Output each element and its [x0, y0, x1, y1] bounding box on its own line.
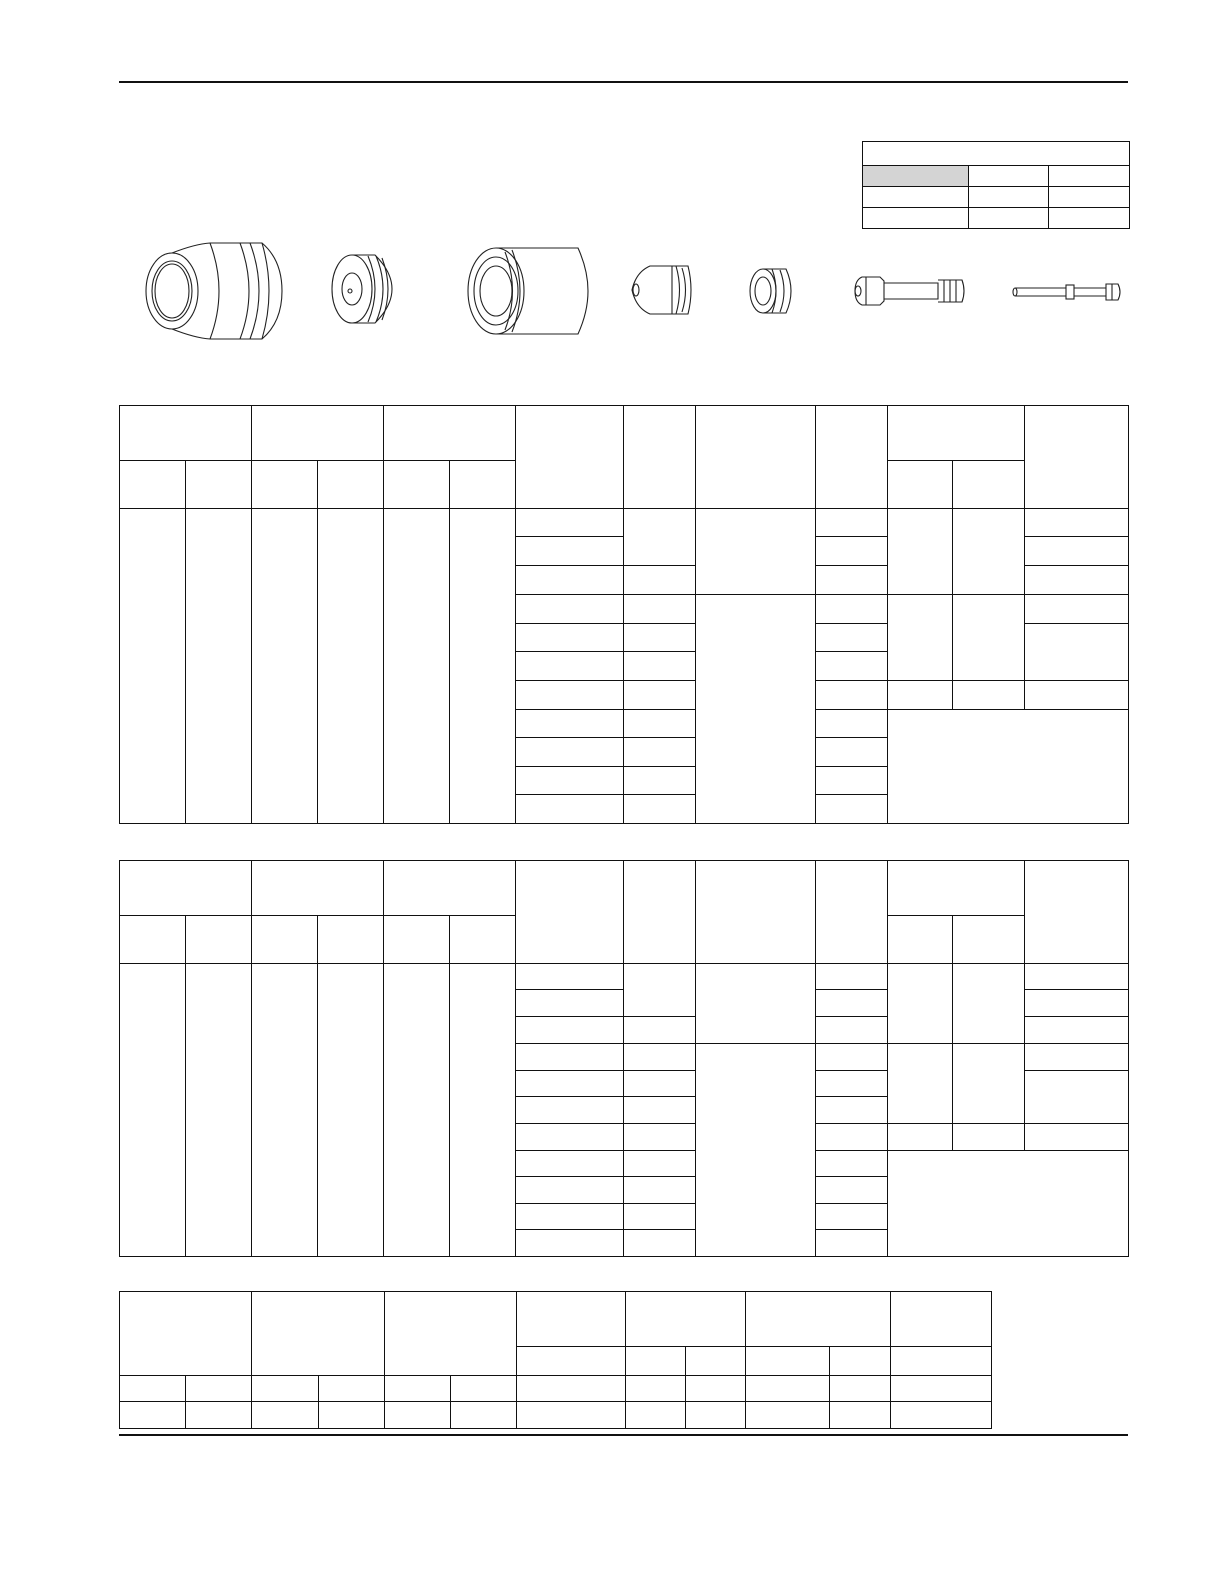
header-rule [119, 81, 1128, 83]
key-table-title [863, 142, 1130, 166]
electrode-drawing [855, 277, 964, 305]
consumable-parts-illustration [0, 230, 1224, 350]
cut-chart-table-2 [119, 860, 1129, 1257]
shield-drawing [146, 243, 282, 339]
key-table [862, 141, 1130, 229]
shield-cap-drawing [332, 255, 392, 323]
cut-chart-table-1 [119, 405, 1129, 824]
cut-chart-table-3 [119, 1291, 992, 1429]
retaining-cap-drawing [468, 248, 588, 334]
water-tube-drawing [1013, 284, 1120, 300]
footer-rule [119, 1434, 1128, 1436]
key-shaded-cell [863, 166, 969, 187]
swirl-ring-drawing [750, 269, 791, 313]
nozzle-drawing [632, 266, 691, 314]
